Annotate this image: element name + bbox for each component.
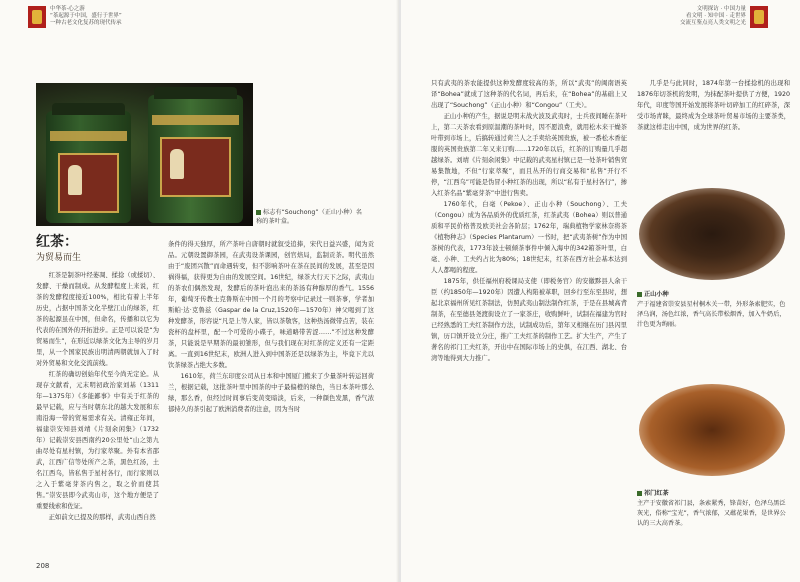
caption-marker-icon bbox=[256, 210, 261, 215]
paragraph: 几乎是与此同时，1874年第一台揉捻机的出现和1876年切茶机的发明，为抹配茶叶提供了方便，1920年代，印度等国开始发展将茶叶切碎加工的红碎茶，深受市场青睐，最终成为全球茶叶贸易市场的主要茶类，茶就这样走出中国，成为世界的红茶。 bbox=[637, 80, 790, 131]
right-column-2 bbox=[637, 78, 790, 178]
tea-tin-photo bbox=[36, 83, 253, 226]
caption-marker-icon bbox=[637, 491, 642, 496]
paragraph: 条件的得天独厚，所产茶叶自唐朝时就叙受追捧，宋代日益兴盛，闻为贡品。元朝设置御茶园，在武夷设茶课园，创官焙局，监制贡茶。明代虽然由于“废团兴散”而命遇转变，但不影响茶叶在茶在民间的发展，甚至是因祸得福，获得更为自由的发展空间。16世纪，绿茶大行天下之际，武夷山的茶农们偶然发现，发酵后的茶叶泡出来的茶汤有种醇厚的香气。1556年，葡萄牙传教士克鲁斯在中国一个月的考察中记录过一则茶事，学者加斯帕·达·克鲁兹（Gaspar de la Cruz,1520年—1570年）神父喝到了这种发酵茶，形容说“凡是上等人家，皆以茶敬客，这种热汤微带点苦，装在瓷杯的盘杯里，配一个可爱的小碟子，味道略带苦涩……”不过这种发酵茶，只能说是早期茶的最初雏形，但与我们现在对红茶的定义还有一定距离。一直到16世纪末，欧洲人进入到中国茶还是以绿茶为主，毕竟下尤以饮茶绿茶占绝大多数。 bbox=[168, 241, 374, 369]
left-column-2 bbox=[168, 239, 374, 563]
left-page bbox=[0, 0, 399, 582]
tea-tin-right bbox=[148, 95, 243, 223]
section-subtitle: 为贸易而生 bbox=[36, 253, 82, 263]
paragraph: 红茶的确切创始年代至今尚无定论。从现存文献看，元末明初政治家刘基（1311年—1375年）《多能鄙事》中有关于红茶的最早记载，应与当时朝东北的越大发展和东南沿海一带的贸易需求有关。清雍正年间，福建崇安知县刘靖《片刻余闲集》（1732年）记载崇安县西南约20公里处“山之第九曲尽处有星村镇，为行家萃聚。外有本省邵武，江西广信等处所产之茶，黑色红汤，土名江西乌，皆私售于星村各行，而行家则以之入于紫毫芽茶内售之，取之价而使其售。”崇安县即今武夷山市，这个地方便是了重要线索和佐证。 bbox=[36, 371, 159, 510]
tea2-caption bbox=[637, 489, 789, 529]
keemun-black-tea-photo bbox=[639, 384, 785, 476]
caption-marker-icon bbox=[637, 292, 642, 297]
header-right-line2: 看文明 · 知中国 · 走世界 bbox=[686, 13, 746, 19]
header-right bbox=[680, 6, 768, 28]
tea1-title: 正山小种 bbox=[644, 291, 669, 298]
page-number: 208 bbox=[36, 562, 50, 570]
tea-tin-left bbox=[46, 111, 131, 223]
magazine-logo bbox=[750, 6, 768, 28]
right-page bbox=[401, 0, 800, 582]
tea1-caption bbox=[637, 290, 789, 330]
header-right-line3: 交流互鉴点亮人类文明之光 bbox=[679, 20, 746, 26]
paragraph: 1610年，荷兰东印度公司从日本和中国厦门搬来了少量茶叶转运回荷兰，根据记载，这批茶叶里中国茶的中子最偏橙的绿色，当日本茶叶那么绿，那么香，但经过时间事后变黄变暗淡，后来，一种颜色发黑，香气浓郁持久的茶引起了欧洲消费者的注意，因为当时 bbox=[168, 373, 374, 413]
paragraph: 正山小种的产生，据说是明末战火波及武夷时，士兵夜间睡在茶叶上，第二天茶农看到原温潮的茶叶时，因不愿浪费，就用松木来干燥茶叶带到市场上，后搞转通过荷兰人之手卖给英国贵族，被一番松木香征服的英国贵族第二年又来订购……1720年以后，红茶的订购量几乎超越绿茶。刘靖《片刻余闲集》中记载的武夷星村镇已是一处茶叶销售贸易集散地，不但“行家萃聚”，而且丛开的行商交易和“私售”开行不停，“江西乌”可能是伪冒小种红茶的出现，所以“私有于星村各行”，掺入红茶名品“紫毫芽茶”中进行售卖。 bbox=[431, 113, 627, 197]
right-column-1 bbox=[431, 78, 627, 568]
paragraph: 1875年，供任福州府税课局支使（即税务官）的安徽黟县人余干臣（约1850年—1920年）因遭人构陷被革职，回乡行至东至县时，想起北京福州所见红茶制法，仿照武夷山制法制作红茶，于是在县城高背制茶，在至德县尧渡街设立了一家茶庄，收购鲜叶，试制在福建为官时已经熟悉的工夫红茶制作方法，试制成功后，第年又相继在历门县闪里镇，历口镇开设立分庄，推广工夫红茶的制作工艺。扩大生产，产生了著名的祁门工夫红茶，开出中在国际市场上的史俱，在江西、湖北、台湾等地得到大力推广。 bbox=[431, 278, 627, 362]
tea2-text: 主产于安徽省祁门县，条索紧秀，锋苗好，色泽乌黑泛灰光，俗称“宝光”，香气浓郁，又蕴花果香，是世界公认的三大高香茶。 bbox=[637, 500, 786, 527]
paragraph: 1760年代，白毫（Pekoe）、正山小种（Souchong）、工夫（Congou）成为各品质外的优质红茶，红茶武夷（Bohea）则以普通质和平民价格普及欧美社会各阶层；1762年，瑞典植物学家林奈将茶《植物种志》（Species Plantarum）一书时，把“武夷茶树”作为中国茶树的代表，1773年波士顿倾茶事件中倾入海中的342箱茶叶里，白毫、小种、工夫约占比为80%；18世纪末，红茶在西方社会基本达到人人都喝的程度。 bbox=[431, 201, 627, 274]
photo-caption bbox=[256, 208, 366, 226]
section-title: 红茶： bbox=[36, 234, 78, 250]
tea1-text: 产于福建省崇安县星村桐木关一带，外形条索肥实，色泽乌润，汤色红浓，香气高长带松烟香，加入牛奶后，汁色更为绚丽。 bbox=[637, 301, 786, 328]
paragraph: 只有武夷的茶农能提供这种发酵度较高的茶，所以“武夷”的闽南语英译“Bohea”就成了这种茶的代名词，再后来，在“Bohea”的基础上又出现了“Souchong”（正山小种）和“Congou”（工夫）。 bbox=[431, 80, 627, 109]
paragraph: 红茶是制茶叶经萎凋、揉捻（或揉切）、发酵、干燥而制成。从发酵程度上来说，红茶的发酵程度接近100%，相比有着上半年历史，占据中国茶文化半壁江山的绿茶，红茶的起源虽在中国，但命名，传播和以它为代表的在国外的开拓进步。正是可以说是“为贸易而生”，在形近以绿茶文化为主导的岁月里，从一个国家民族出明清两朝就加入了时对外贸易和文化交流前线。 bbox=[36, 272, 159, 367]
header-left-line1: 中华茶·心之游 bbox=[50, 6, 85, 12]
header-left bbox=[28, 6, 122, 28]
header-left-line3: 一种古老文化复苏的现代传承 bbox=[50, 20, 122, 26]
left-column-1 bbox=[36, 270, 159, 560]
photo-caption-text: 标志有“Souchong”（正山小种）名称的茶叶盒。 bbox=[256, 209, 362, 225]
header-left-line2: “茶起源于中国，盛行于世界” bbox=[50, 13, 122, 19]
paragraph: 正如前文已提及的那样，武夷山西自然 bbox=[48, 514, 156, 521]
header-right-line1: 文明探访 · 中国力量 bbox=[696, 6, 746, 12]
tea2-title: 祁门红茶 bbox=[644, 490, 669, 497]
magazine-logo bbox=[28, 6, 46, 28]
zhengshan-xiaozhong-tea-photo bbox=[639, 188, 785, 280]
